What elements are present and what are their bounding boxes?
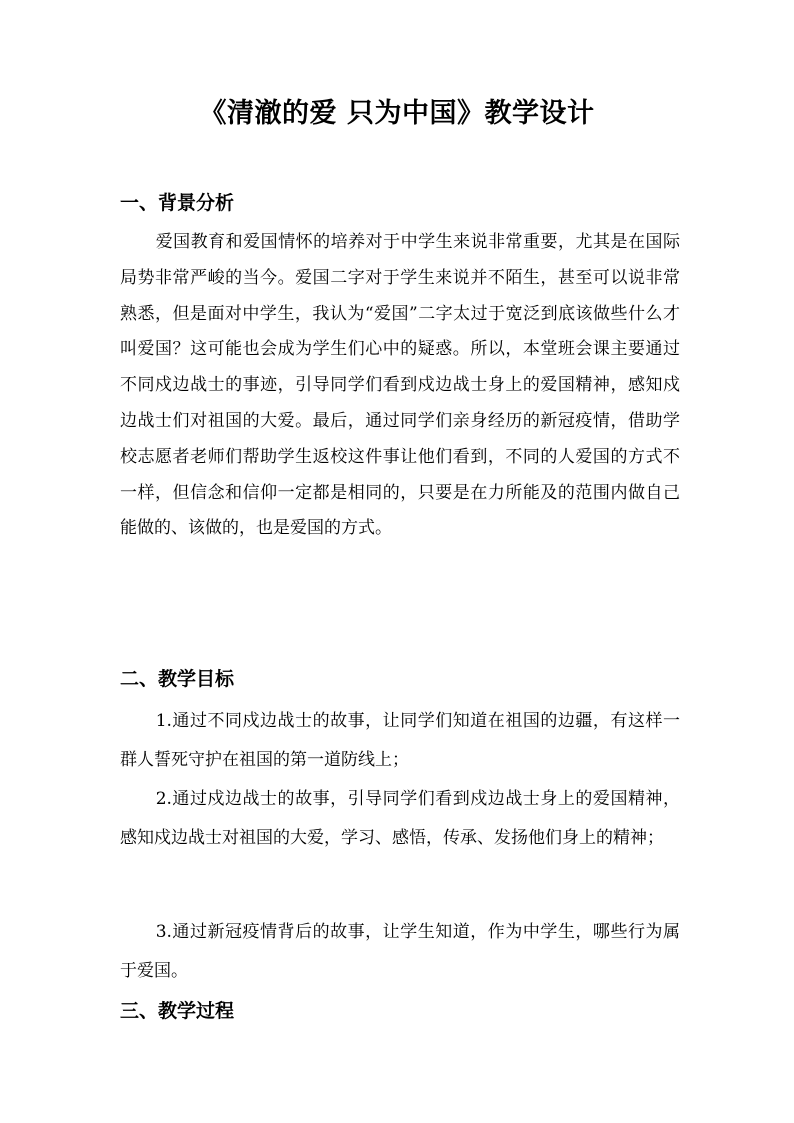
document-title: 《清澈的爱 只为中国》教学设计 xyxy=(199,98,595,129)
section-heading-objectives: 二、教学目标 xyxy=(120,668,235,690)
paragraph-background-analysis: 爱国教育和爱国情怀的培养对于中学生来说非常重要，尤其是在国际局势非常严峻的当今。爱国二字对于学生来说并不陌生，甚至可以说非常熟悉，但是面对中学生，我认为“爱国”二字太过于宽泛到底该做些什么才叫爱国？这可能也会成为学生们心中的疑惑。所以，本堂班会课主要通过不同戍边战士的事迹，引导同学们看到戍边战士身上的爱国精神，感知戍边战士们对祖国的大爱。最后，通过同学们亲身经历的新冠疫情，借助学校志愿者老师们帮助学生返校这件事让他们看到，不同的人爱国的方式不一样，但信念和信仰一定都是相同的，只要是在力所能及的范围内做自己能做的、该做的，也是爱国的方式。 xyxy=(120,232,680,539)
objective-item-2: 2.通过戍边战士的故事，引导同学们看到戍边战士身上的爱国精神，感知戍边战士对祖国的大爱，学习、感悟，传承、发扬他们身上的精神； xyxy=(120,789,680,848)
objective-item-1: 1.通过不同戍边战士的故事，让同学们知道在祖国的边疆，有这样一群人誓死守护在祖国的第一道防线上； xyxy=(120,711,680,770)
section-heading-process: 三、教学过程 xyxy=(120,1000,235,1022)
section-heading-background: 一、背景分析 xyxy=(120,192,235,214)
objective-item-3: 3.通过新冠疫情背后的故事，让学生知道，作为中学生，哪些行为属于爱国。 xyxy=(120,922,680,981)
